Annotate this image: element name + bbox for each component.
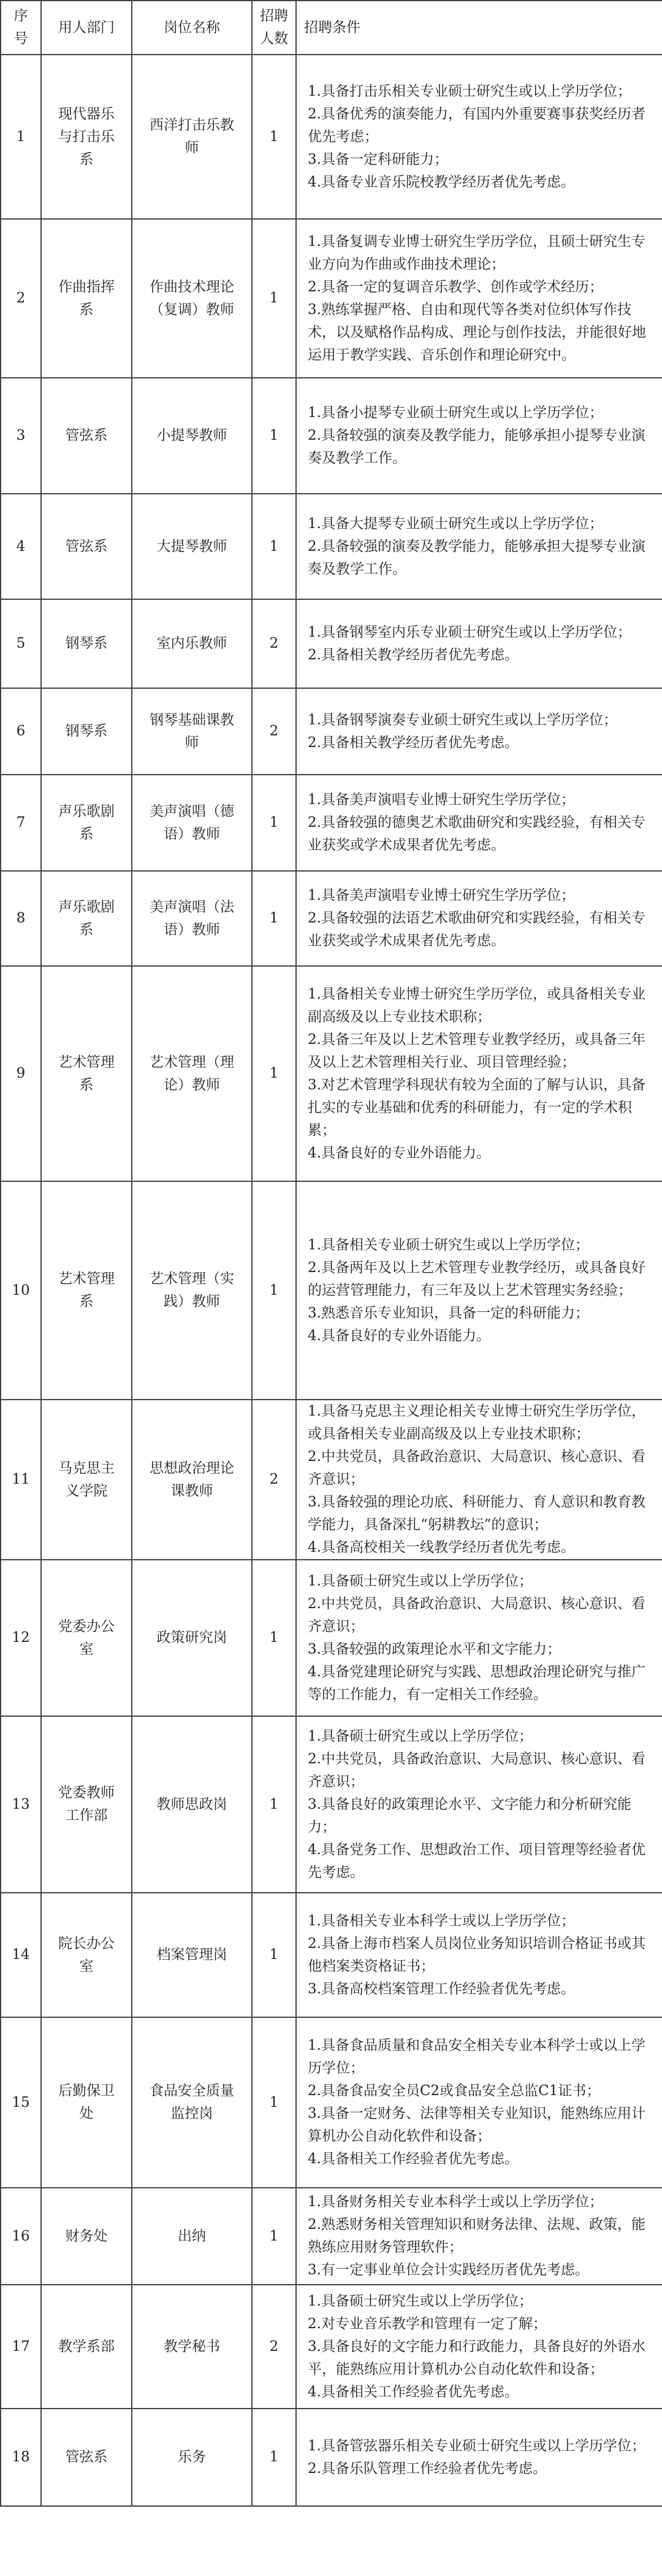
table-row — [1, 219, 662, 378]
headcount-cell: 1 — [252, 1716, 296, 1893]
requirement-item: 1.具备复调专业博士研究生学历学位，且硕士研究生专业方向为作曲或作曲技术理论； — [308, 233, 645, 272]
requirement-item: 2.对专业音乐教学和管理有一定了解； — [308, 2315, 547, 2332]
requirement-item: 2.具备食品安全员C2或食品安全总监C1证书； — [308, 2083, 601, 2099]
table-row — [1, 1560, 662, 1716]
headcount-cell: 2 — [252, 599, 296, 688]
position-cell: 大提琴教师 — [132, 494, 252, 599]
requirement-item: 3.具备高校档案管理工作经验者优先考虑。 — [308, 1980, 575, 1997]
requirements-cell — [296, 599, 662, 688]
headcount-cell: 2 — [252, 1400, 296, 1560]
requirement-item: 3.具备良好的文字能力和行政能力，具备良好的外语水平，能熟练应用计算机办公自动化软件和设备； — [308, 2338, 645, 2377]
requirement-item: 2.具备上海市档案人员岗位业务知识培训合格证书或其他档案类资格证书； — [308, 1935, 645, 1974]
position-cell: 出纳 — [132, 2188, 252, 2285]
table-row — [1, 2285, 662, 2409]
requirement-item: 1.具备美声演唱专业博士研究生学历学位； — [308, 792, 575, 808]
department-cell: 党委办公室 — [41, 1560, 132, 1716]
requirement-item: 3.具备一定科研能力； — [308, 151, 448, 167]
table-row — [1, 2409, 662, 2506]
requirement-item: 2.具备较强的演奏及教学能力，能够承担小提琴专业演奏及教学工作。 — [308, 427, 645, 466]
position-cell: 档案管理岗 — [132, 1893, 252, 2017]
row-number: 13 — [1, 1716, 41, 1893]
row-number: 15 — [1, 2017, 41, 2188]
requirements-cell — [296, 1893, 662, 2017]
position-cell: 教学秘书 — [132, 2285, 252, 2409]
department-cell: 马克思主义学院 — [41, 1400, 132, 1560]
header-row — [1, 1, 662, 55]
row-number: 12 — [1, 1560, 41, 1716]
position-cell: 食品安全质量监控岗 — [132, 2017, 252, 2188]
position-cell: 钢琴基础课教师 — [132, 688, 252, 775]
requirements-cell — [296, 966, 662, 1181]
headcount-cell: 1 — [252, 775, 296, 871]
requirement-item: 3.熟练掌握严格、自由和现代等各类对位织体写作技术，以及赋格作品构成、理论与创作技法，并能很好地运用于教学实践、音乐创作和理论研究中。 — [308, 301, 646, 363]
requirement-item: 4.具备良好的专业外语能力。 — [308, 1144, 490, 1161]
requirement-item: 1.具备马克思主义理论相关专业博士研究生学历学位，或具备相关专业副高级及以上专业技术职称； — [308, 1403, 645, 1442]
row-number: 8 — [1, 871, 41, 966]
table-body — [1, 55, 662, 2506]
position-cell: 美声演唱（德语）教师 — [132, 775, 252, 871]
table-row — [1, 775, 662, 871]
table-row — [1, 1716, 662, 1893]
header-dept: 用人部门 — [41, 1, 132, 55]
headcount-cell: 2 — [252, 2285, 296, 2409]
requirement-item: 4.具备专业音乐院校教学经历者优先考虑。 — [308, 174, 575, 190]
position-cell: 思想政治理论课教师 — [132, 1400, 252, 1560]
headcount-cell: 2 — [252, 688, 296, 775]
headcount-cell: 1 — [252, 871, 296, 966]
row-number: 7 — [1, 775, 41, 871]
table-row — [1, 966, 662, 1181]
row-number: 11 — [1, 1400, 41, 1560]
requirement-item: 1.具备钢琴室内乐专业硕士研究生或以上学历学位； — [308, 624, 631, 640]
row-number: 4 — [1, 494, 41, 599]
headcount-cell: 1 — [252, 966, 296, 1181]
table-row — [1, 378, 662, 494]
department-cell: 财务处 — [41, 2188, 132, 2285]
requirement-item: 1.具备硕士研究生或以上学历学位； — [308, 2293, 533, 2309]
requirement-item: 4.具备党建理论研究与实践、思想政治理论研究与推广等的工作能力，有一定相关工作经验。 — [308, 1663, 645, 1703]
requirements-cell — [296, 688, 662, 775]
requirements-cell — [296, 2017, 662, 2188]
headcount-cell: 1 — [252, 1181, 296, 1400]
requirement-item: 1.具备相关专业硕士研究生或以上学历学位； — [308, 1236, 589, 1253]
department-cell: 艺术管理系 — [41, 966, 132, 1181]
department-cell: 后勤保卫处 — [41, 2017, 132, 2188]
headcount-cell: 1 — [252, 494, 296, 599]
position-cell: 室内乐教师 — [132, 599, 252, 688]
requirement-item: 3.具备较强的政策理论水平和文字能力； — [308, 1641, 561, 1657]
requirement-item: 2.具备相关教学经历者优先考虑。 — [308, 646, 519, 663]
requirement-item: 2.具备优秀的演奏能力，有国内外重要赛事获奖经历者优先考虑； — [308, 105, 645, 145]
requirement-item: 1.具备相关专业博士研究生学历学位，或具备相关专业副高级及以上专业技术职称； — [308, 986, 645, 1025]
requirement-item: 2.具备较强的德奥艺术歌曲研究和实践经验，有相关专业获奖或学术成果者优先考虑。 — [308, 815, 645, 853]
headcount-cell: 1 — [252, 2188, 296, 2285]
requirements-cell — [296, 494, 662, 599]
requirements-cell — [296, 871, 662, 966]
table-row — [1, 1181, 662, 1400]
headcount-cell: 1 — [252, 55, 296, 219]
requirements-cell — [296, 2409, 662, 2506]
row-number: 14 — [1, 1893, 41, 2017]
requirement-item: 1.具备管弦器乐相关专业硕士研究生或以上学历学位； — [308, 2437, 645, 2454]
requirements-cell — [296, 55, 662, 219]
row-number: 1 — [1, 55, 41, 219]
row-number: 9 — [1, 966, 41, 1181]
department-cell: 钢琴系 — [41, 688, 132, 775]
headcount-cell: 1 — [252, 378, 296, 494]
requirements-cell — [296, 2188, 662, 2285]
requirement-item: 2.具备较强的法语艺术歌曲研究和实践经验，有相关专业获奖或学术成果者优先考虑。 — [308, 910, 645, 949]
headcount-cell: 1 — [252, 1560, 296, 1716]
requirements-cell — [296, 1716, 662, 1893]
department-cell: 现代器乐与打击乐系 — [41, 55, 132, 219]
requirement-item: 1.具备硕士研究生或以上学历学位； — [308, 1573, 533, 1589]
table-row — [1, 2017, 662, 2188]
requirement-item: 1.具备钢琴演奏专业硕士研究生或以上学历学位； — [308, 711, 617, 728]
row-number: 2 — [1, 219, 41, 378]
department-cell: 党委教师工作部 — [41, 1716, 132, 1893]
row-number: 18 — [1, 2409, 41, 2506]
requirements-cell — [296, 775, 662, 871]
requirement-item: 2.熟悉财务相关管理知识和财务法律、法规、政策，能熟练应用财务管理软件； — [308, 2217, 645, 2255]
requirement-item: 1.具备美声演唱专业博士研究生学历学位； — [308, 887, 575, 903]
requirement-item: 3.有一定事业单位会计实践经历者优先考虑。 — [308, 2262, 589, 2278]
header-position: 岗位名称 — [132, 1, 252, 55]
position-cell: 教师思政岗 — [132, 1716, 252, 1893]
requirement-item: 2.中共党员，具备政治意识、大局意识、核心意识、看齐意识； — [308, 1750, 645, 1790]
position-cell: 作曲技术理论（复调）教师 — [132, 219, 252, 378]
table-row — [1, 688, 662, 775]
requirements-cell — [296, 378, 662, 494]
header-count: 招聘 人数 — [252, 1, 296, 55]
requirement-item: 3.具备良好的政策理论水平、文字能力和分析研究能力； — [308, 1796, 631, 1835]
department-cell: 管弦系 — [41, 494, 132, 599]
requirement-item: 1.具备食品质量和食品安全相关专业本科学士或以上学历学位； — [308, 2037, 645, 2076]
requirement-item: 2.中共党员，具备政治意识、大局意识、核心意识、看齐意识； — [308, 1595, 645, 1635]
headcount-cell: 1 — [252, 2017, 296, 2188]
table-row — [1, 55, 662, 219]
table-row — [1, 871, 662, 966]
requirement-item: 4.具备相关工作经验者优先考虑。 — [308, 2383, 519, 2400]
requirements-cell — [296, 1560, 662, 1716]
row-number: 6 — [1, 688, 41, 775]
table-row — [1, 599, 662, 688]
department-cell: 声乐歌剧系 — [41, 775, 132, 871]
requirement-item: 3.对艺术管理学科现状有较为全面的了解与认识，具备扎实的专业基础和优秀的科研能力，有一定的学术积累； — [308, 1076, 645, 1138]
requirement-item: 1.具备小提琴专业硕士研究生或以上学历学位； — [308, 405, 603, 421]
requirement-item: 1.具备相关专业本科学士或以上学历学位； — [308, 1912, 575, 1929]
position-cell: 乐务 — [132, 2409, 252, 2506]
position-cell: 西洋打击乐教师 — [132, 55, 252, 219]
requirement-item: 3.熟悉音乐专业知识，具备一定的科研能力； — [308, 1305, 589, 1321]
requirement-item: 4.具备党务工作、思想政治工作、项目管理等经验者优先考虑。 — [308, 1841, 645, 1880]
position-cell: 政策研究岗 — [132, 1560, 252, 1716]
position-cell: 艺术管理（理论）教师 — [132, 966, 252, 1181]
row-number: 10 — [1, 1181, 41, 1400]
position-cell: 艺术管理（实践）教师 — [132, 1181, 252, 1400]
requirement-item: 1.具备打击乐相关专业硕士研究生或以上学历学位； — [308, 83, 631, 99]
row-number: 16 — [1, 2188, 41, 2285]
department-cell: 艺术管理系 — [41, 1181, 132, 1400]
requirement-item: 1.具备硕士研究生或以上学历学位； — [308, 1728, 533, 1744]
requirement-item: 3.具备一定财务、法律等相关专业知识，能熟练应用计算机办公自动化软件和设备； — [308, 2106, 645, 2144]
requirement-item: 3.具备较强的理论功底、科研能力、育人意识和教育教学能力，具备深扎“躬耕教坛”的意识； — [308, 1494, 645, 1533]
requirements-cell — [296, 219, 662, 378]
table-row — [1, 2188, 662, 2285]
position-cell: 小提琴教师 — [132, 378, 252, 494]
requirement-item: 4.具备良好的专业外语能力。 — [308, 1327, 490, 1344]
department-cell: 作曲指挥系 — [41, 219, 132, 378]
requirement-item: 1.具备大提琴专业硕士研究生或以上学历学位； — [308, 515, 603, 532]
requirements-cell — [296, 1400, 662, 1560]
department-cell: 教学系部 — [41, 2285, 132, 2409]
requirement-item: 2.具备一定的复调音乐教学、创作或学术经历； — [308, 278, 603, 295]
headcount-cell: 1 — [252, 219, 296, 378]
requirement-item: 2.具备乐队管理工作经验者优先考虑。 — [308, 2460, 547, 2477]
row-number: 17 — [1, 2285, 41, 2409]
department-cell: 管弦系 — [41, 2409, 132, 2506]
requirements-cell — [296, 1181, 662, 1400]
requirement-item: 4.具备高校相关一线教学经历者优先考虑。 — [308, 1539, 575, 1555]
department-cell: 声乐歌剧系 — [41, 871, 132, 966]
requirements-cell — [296, 2285, 662, 2409]
table-row — [1, 1400, 662, 1560]
requirement-item: 4.具备相关工作经验者优先考虑。 — [308, 2151, 519, 2167]
requirement-item: 2.具备三年及以上艺术管理专业教学经历，或具备三年及以上艺术管理相关行业、项目管理经验； — [308, 1031, 645, 1070]
row-number: 5 — [1, 599, 41, 688]
department-cell: 钢琴系 — [41, 599, 132, 688]
table-row — [1, 1893, 662, 2017]
position-cell: 美声演唱（法语）教师 — [132, 871, 252, 966]
requirement-item: 2.具备两年及以上艺术管理专业教学经历，或具备良好的运营管理能力，有三年及以上艺术管理实务经验； — [308, 1259, 645, 1298]
headcount-cell: 1 — [252, 1893, 296, 2017]
requirement-item: 2.中共党员，具备政治意识、大局意识、核心意识、看齐意识； — [308, 1449, 645, 1487]
department-cell: 院长办公室 — [41, 1893, 132, 2017]
header-no: 序 号 — [1, 1, 41, 55]
department-cell: 管弦系 — [41, 378, 132, 494]
row-number: 3 — [1, 378, 41, 494]
headcount-cell: 1 — [252, 2409, 296, 2506]
requirement-item: 2.具备相关教学经历者优先考虑。 — [308, 734, 519, 751]
table-row — [1, 494, 662, 599]
requirement-item: 2.具备较强的演奏及教学能力，能够承担大提琴专业演奏及教学工作。 — [308, 538, 645, 577]
requirement-item: 1.具备财务相关专业本科学士或以上学历学位； — [308, 2194, 603, 2210]
header-requirements: 招聘条件 — [296, 1, 662, 55]
